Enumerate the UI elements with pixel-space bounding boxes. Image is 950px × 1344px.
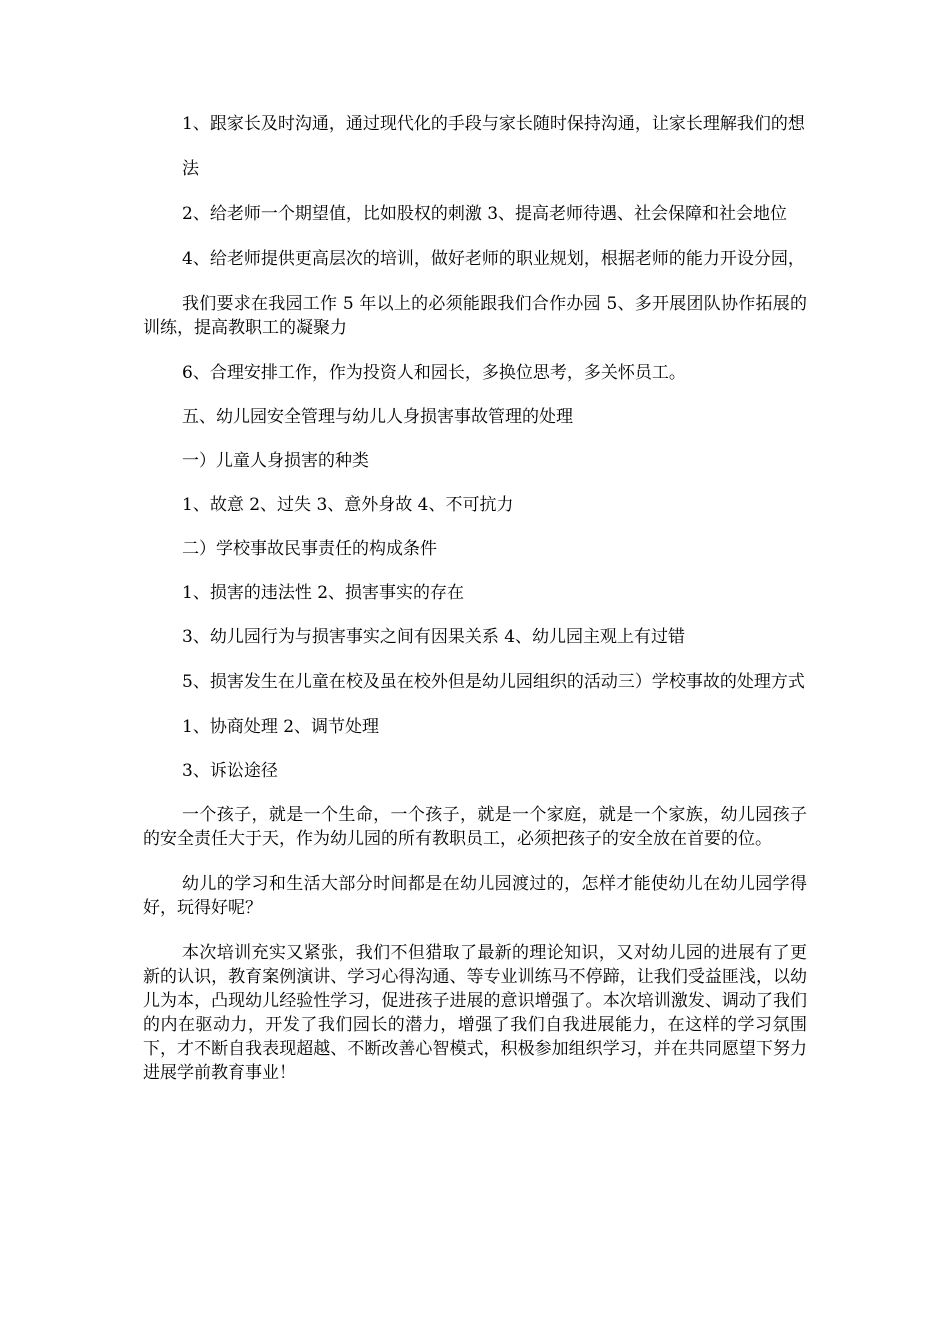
- paragraph: 法: [182, 159, 199, 179]
- subsection-heading: 二）学校事故民事责任的构成条件: [182, 539, 437, 559]
- paragraph: 1、损害的违法性 2、损害事实的存在: [182, 583, 465, 603]
- paragraph: 1、协商处理 2、调节处理: [182, 717, 380, 737]
- paragraph: 4、给老师提供更高层次的培训，做好老师的职业规划，根据老师的能力开设分园，: [182, 249, 805, 269]
- paragraph: 6、合理安排工作，作为投资人和园长，多换位思考，多关怀员工。: [182, 363, 686, 383]
- paragraph: 1、故意 2、过失 3、意外身故 4、不可抗力: [182, 495, 514, 515]
- paragraph: 本次培训充实又紧张，我们不但猎取了最新的理论知识，又对幼儿园的进展有了更新的认识，教育案例演讲、学习心得沟通、等专业训练马不停蹄，让我们受益匪浅，以幼儿为本，凸现幼儿经验性学习，促进孩子进展的意识增强了。本次培训激发、调动了我们的内在驱动力，开发了我们园长的潜力，增强了我们自我进展能力，在这样的学习氛围下，才不断自我表现超越、不断改善心智模式，积极参加组织学习，并在共同愿望下努力进展学前教育事业！: [143, 943, 807, 1083]
- document-body: [143, 112, 807, 1085]
- paragraph: 1、跟家长及时沟通，通过现代化的手段与家长随时保持沟通，让家长理解我们的想: [182, 114, 805, 134]
- paragraph: 5、损害发生在儿童在校及虽在校外但是幼儿园组织的活动三）学校事故的处理方式: [182, 672, 805, 692]
- paragraph: 我们要求在我园工作 5 年以上的必须能跟我们合作办园 5、多开展团队协作拓展的训练，提高教职工的凝聚力: [143, 294, 807, 338]
- paragraph: 幼儿的学习和生活大部分时间都是在幼儿园渡过的，怎样才能使幼儿在幼儿园学得好，玩得好呢？: [143, 874, 807, 918]
- paragraph: 2、给老师一个期望值，比如股权的刺激 3、提高老师待遇、社会保障和社会地位: [182, 204, 788, 224]
- paragraph: 3、幼儿园行为与损害事实之间有因果关系 4、幼儿园主观上有过错: [182, 627, 686, 647]
- subsection-heading: 一）儿童人身损害的种类: [182, 451, 369, 471]
- paragraph: 3、诉讼途径: [182, 761, 278, 781]
- paragraph: 一个孩子，就是一个生命，一个孩子，就是一个家庭，就是一个家族，幼儿园孩子的安全责任大于天，作为幼儿园的所有教职员工，必须把孩子的安全放在首要的位。: [143, 805, 807, 849]
- section-heading: 五、幼儿园安全管理与幼儿人身损害事故管理的处理: [182, 407, 573, 427]
